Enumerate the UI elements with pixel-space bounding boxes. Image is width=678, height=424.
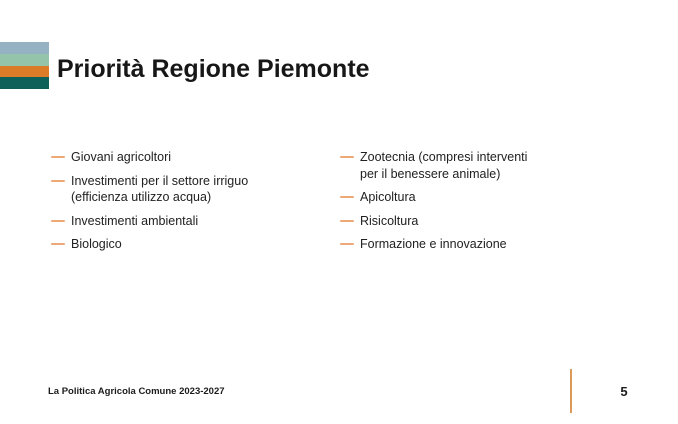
list-item-text: Investimenti ambientali — [71, 213, 199, 228]
list-item — [51, 149, 281, 166]
page-number: 5 — [620, 384, 628, 399]
bullet-column-right — [340, 149, 540, 260]
brand-stripes-logo — [0, 42, 49, 89]
footer-title: La Politica Agricola Comune 2023-2027 — [48, 386, 225, 397]
list-item — [51, 173, 281, 206]
list-item-text: Giovani agricoltori — [71, 150, 172, 164]
logo-stripe-orange — [0, 66, 49, 78]
dash-bullet-icon — [340, 243, 354, 245]
list-item-text: Zootecnia (compresi interventi per il benessere animale) — [360, 150, 528, 181]
list-item — [340, 213, 540, 230]
dash-bullet-icon — [340, 196, 354, 198]
list-item — [340, 189, 540, 206]
list-item — [340, 236, 540, 253]
dash-bullet-icon — [51, 180, 65, 182]
list-item — [340, 149, 540, 182]
slide-title: Priorità Regione Piemonte — [57, 55, 370, 83]
list-item — [51, 236, 281, 253]
logo-stripe-green — [0, 54, 49, 66]
list-item-text: Biologico — [71, 237, 122, 251]
list-item-text: Formazione e innovazione — [360, 237, 507, 251]
dash-bullet-icon — [51, 156, 65, 158]
logo-stripe-teal — [0, 77, 49, 89]
dash-bullet-icon — [51, 220, 65, 222]
list-item — [51, 213, 281, 230]
list-item-text: Risicoltura — [360, 213, 419, 228]
logo-stripe-blue — [0, 42, 49, 54]
dash-bullet-icon — [340, 220, 354, 222]
bullet-column-left — [51, 149, 281, 260]
list-item-text: Investimenti per il settore irriguo (efficienza utilizzo acqua) — [71, 173, 249, 204]
list-item-text: Apicoltura — [360, 190, 416, 204]
footer-divider-line — [570, 369, 572, 413]
dash-bullet-icon — [340, 156, 354, 158]
dash-bullet-icon — [51, 243, 65, 245]
